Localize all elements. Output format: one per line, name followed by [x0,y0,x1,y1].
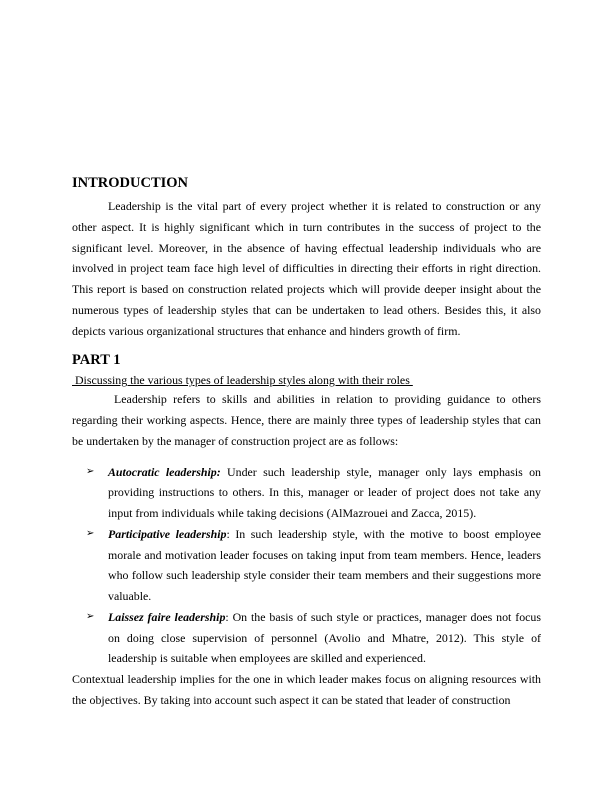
list-item-term: Participative leadership [108,526,227,541]
part1-subheading: Discussing the various types of leadership styles along with their roles [72,373,413,388]
list-item-text: Under such leadership style, manager only lays emphasis on providing instructions to others. In this, manager or leader of project does not take any input from individuals while taking decisions (AlMazrouei and Zacca, 2015). [108,464,541,520]
list-item [72,524,541,607]
list-item [72,462,541,524]
arrow-bullet-icon: ➢ [86,527,95,539]
part1-intro-paragraph: Leadership refers to skills and abilities in relation to providing guidance to others regarding their working aspects. Hence, there are mainly three types of leadership styles that can be undertaken by the manager of construction project are as follows: [72,392,541,448]
list-item [72,607,541,669]
closing-paragraph: Contextual leadership implies for the one in which leader makes focus on aligning resources with the objectives. By taking into account such aspect it can be stated that leader of construction [72,672,541,707]
list-item-term: Autocratic leadership: [108,464,221,479]
list-item-text: : In such leadership style, with the motive to boost employee morale and motivation leader focuses on taking input from team members. Hence, leaders who follow such leadership style consider their team members and their suggestions more valuable. [108,526,542,603]
page-content [72,174,541,711]
arrow-bullet-icon: ➢ [86,465,95,477]
introduction-paragraph: Leadership is the vital part of every project whether it is related to construction or any other aspect. It is highly significant which in turn contributes in the success of project to the significant level. Moreover, in the absence of having effectual leadership individuals who are involved in project team face high level of difficulties in directing their efforts in right direction. This report is based on construction related projects which will provide deeper insight about the numerous types of leadership styles that can be undertaken to lead others. Besides this, it also depicts various organizational structures that enhance and hinders growth of firm. [72,199,541,338]
list-item-text: : On the basis of such style or practices, manager does not focus on doing close supervision of personnel (Avolio and Mhatre, 2012). This style of leadership is suitable when employees are skilled and experienced. [108,609,541,666]
arrow-bullet-icon: ➢ [86,610,95,622]
list-item-term: Laissez faire leadership [108,609,226,624]
part1-heading: PART 1 [72,352,121,369]
leadership-styles-list [72,462,541,670]
introduction-heading: INTRODUCTION [72,175,189,191]
